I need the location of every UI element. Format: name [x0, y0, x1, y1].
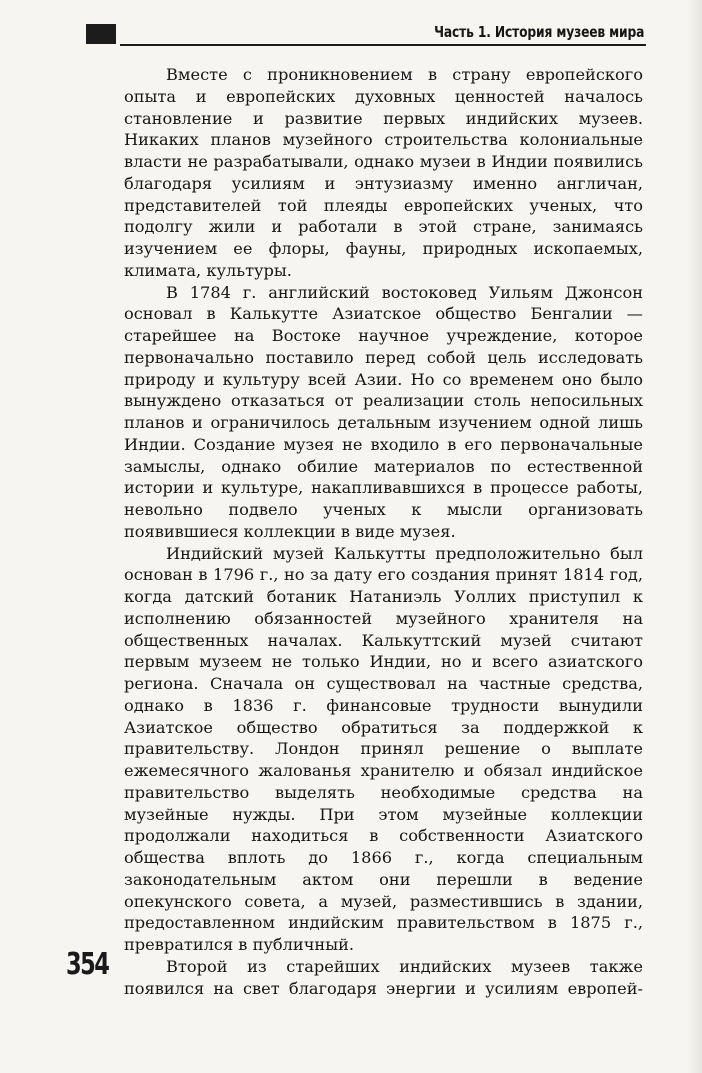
header-black-block: [86, 24, 116, 44]
paragraph-4: Второй из старейших индийских музеев также появился на свет благодаря энергии и усилиям европей-: [124, 956, 643, 998]
header-rule: [120, 44, 646, 46]
paragraph-2: В 1784 г. английский востоковед Уильям Джонсон основал в Калькутте Азиатское общество Бенгалии — старейшее на Востоке научное учреждение, которое первоначально поставило перед собой цель исследовать природу и культуру всей Азии. Но со временем оно было вынуждено отказаться от реализации столь непосильных планов и ограничилось детальным изучением одной лишь Индии. Создание музея не входило в его первоначальные замыслы, однако обилие материалов по естественной истории и культуре, накапливавшихся в процессе работы, невольно подвело ученых к мысли организовать появившиеся коллекции в виде музея.: [124, 282, 643, 541]
page-edge-shadow: [688, 0, 702, 1073]
running-title: Часть 1. История музеев мира: [433, 23, 644, 41]
page-number: 354: [66, 947, 109, 982]
body-text: [124, 64, 643, 999]
paragraph-1: Вместе с проникновением в страну европейского опыта и европейских духовных ценностей началось становление и развитие первых индийских музеев. Никаких планов музейного строительства колониальные власти не разрабатывали, однако музеи в Индии появились благодаря усилиям и энтузиазму именно англичан, представителей той плеяды европейских ученых, что подолгу жили и работали в этой стране, занимаясь изучением ее флоры, фауны, природных ископаемых, климата, культуры.: [124, 65, 643, 280]
running-header: [86, 22, 646, 46]
paragraph-3: Индийский музей Калькутты предположительно был основан в 1796 г., но за дату его создания принят 1814 год, когда датский ботаник Натаниэль Уоллих приступил к исполнению обязанностей музейного хранителя на общественных началах. Калькуттский музей считают первым музеем не только Индии, но и всего азиатского региона. Сначала он существовал на частные средства, однако в 1836 г. финансовые трудности вынудили Азиатское общество обратиться за поддержкой к правительству. Лондон принял решение о выплате ежемесячного жалованья хранителю и обязал индийское правительство выделять необходимые средства на музейные нужды. При этом музейные коллекции продолжали находиться в собственности Азиатского общества вплоть до 1866 г., когда специальным законодательным актом они перешли в ведение опекунского совета, а музей, разместившись в здании, предоставленном индийским правительством в 1875 г., превратился в публичный.: [124, 543, 643, 954]
